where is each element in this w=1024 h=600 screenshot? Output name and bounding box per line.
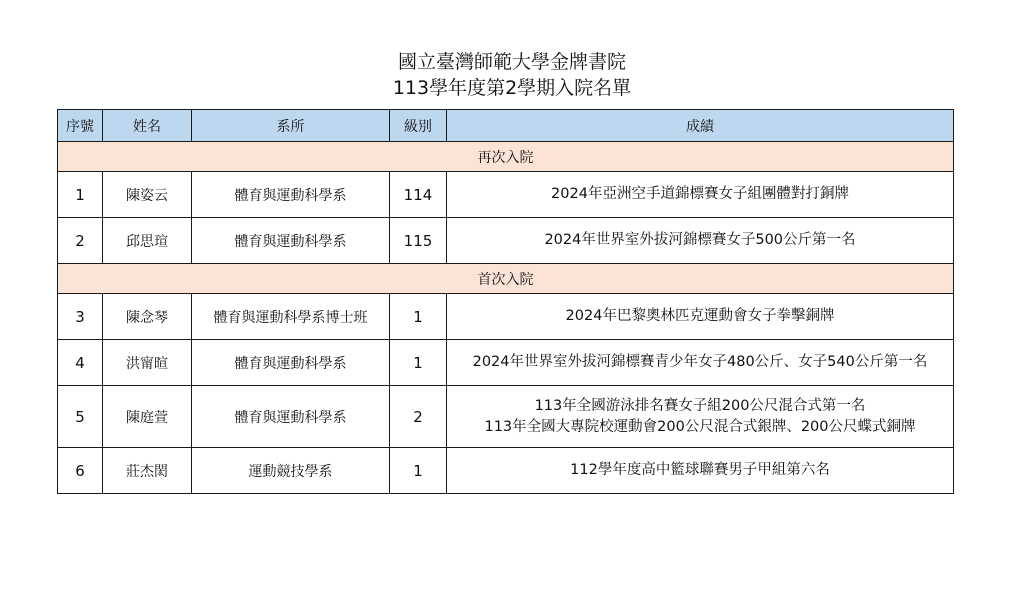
cell-dept: 體育與運動科學系 <box>192 172 390 218</box>
header-no: 序號 <box>58 110 103 142</box>
cell-no: 2 <box>58 218 103 264</box>
table-row <box>58 218 954 264</box>
header-dept: 系所 <box>192 110 390 142</box>
cell-no: 4 <box>58 340 103 386</box>
cell-no: 6 <box>58 448 103 494</box>
section-label: 首次入院 <box>58 264 954 294</box>
cell-name: 陳庭萱 <box>103 386 192 448</box>
cell-name: 陳姿云 <box>103 172 192 218</box>
achievement-line: 2024年世界室外拔河錦標賽青少年女子480公斤、女子540公斤第一名 <box>472 354 928 370</box>
cell-dept: 體育與運動科學系 <box>192 218 390 264</box>
achievement-line: 2024年亞洲空手道錦標賽女子組團體對打銅牌 <box>551 186 849 202</box>
table-row <box>58 340 954 386</box>
table-row <box>58 386 954 448</box>
cell-dept: 體育與運動科學系 <box>192 386 390 448</box>
table-row <box>58 448 954 494</box>
cell-level: 1 <box>390 294 447 340</box>
admission-roster-table <box>57 109 954 494</box>
cell-achievement <box>447 386 954 448</box>
cell-level: 1 <box>390 340 447 386</box>
cell-dept: 體育與運動科學系 <box>192 340 390 386</box>
cell-no: 1 <box>58 172 103 218</box>
cell-level: 2 <box>390 386 447 448</box>
achievement-line: 113年全國游泳排名賽女子組200公尺混合式第一名 <box>534 397 866 414</box>
cell-level: 115 <box>390 218 447 264</box>
header-name: 姓名 <box>103 110 192 142</box>
cell-achievement <box>447 218 954 264</box>
header-achievement: 成績 <box>447 110 954 142</box>
cell-name: 陳念琴 <box>103 294 192 340</box>
cell-achievement <box>447 340 954 386</box>
table-row <box>58 172 954 218</box>
achievement-line: 2024年世界室外拔河錦標賽女子500公斤第一名 <box>544 232 856 248</box>
cell-level: 114 <box>390 172 447 218</box>
header-level: 級別 <box>390 110 447 142</box>
section-row-returning <box>58 142 954 172</box>
cell-no: 5 <box>58 386 103 448</box>
achievement-line: 2024年巴黎奧林匹克運動會女子拳擊銅牌 <box>565 308 835 324</box>
document-title: 國立臺灣師範大學金牌書院 <box>397 51 626 73</box>
cell-name: 莊杰閎 <box>103 448 192 494</box>
cell-level: 1 <box>390 448 447 494</box>
section-row-first-time <box>58 264 954 294</box>
cell-dept: 體育與運動科學系博士班 <box>192 294 390 340</box>
table-row <box>58 294 954 340</box>
cell-achievement <box>447 172 954 218</box>
cell-dept: 運動競技學系 <box>192 448 390 494</box>
cell-achievement <box>447 294 954 340</box>
achievement-line: 112學年度高中籃球聯賽男子甲組第六名 <box>570 462 830 478</box>
achievement-line: 113年全國大專院校運動會200公尺混合式銀牌、200公尺蝶式銅牌 <box>484 418 916 435</box>
cell-no: 3 <box>58 294 103 340</box>
section-label: 再次入院 <box>58 142 954 172</box>
cell-name: 邱思瑄 <box>103 218 192 264</box>
cell-name: 洪甯暄 <box>103 340 192 386</box>
cell-achievement <box>447 448 954 494</box>
document-subtitle: 113學年度第2學期入院名單 <box>392 77 632 99</box>
header-row <box>58 110 954 142</box>
